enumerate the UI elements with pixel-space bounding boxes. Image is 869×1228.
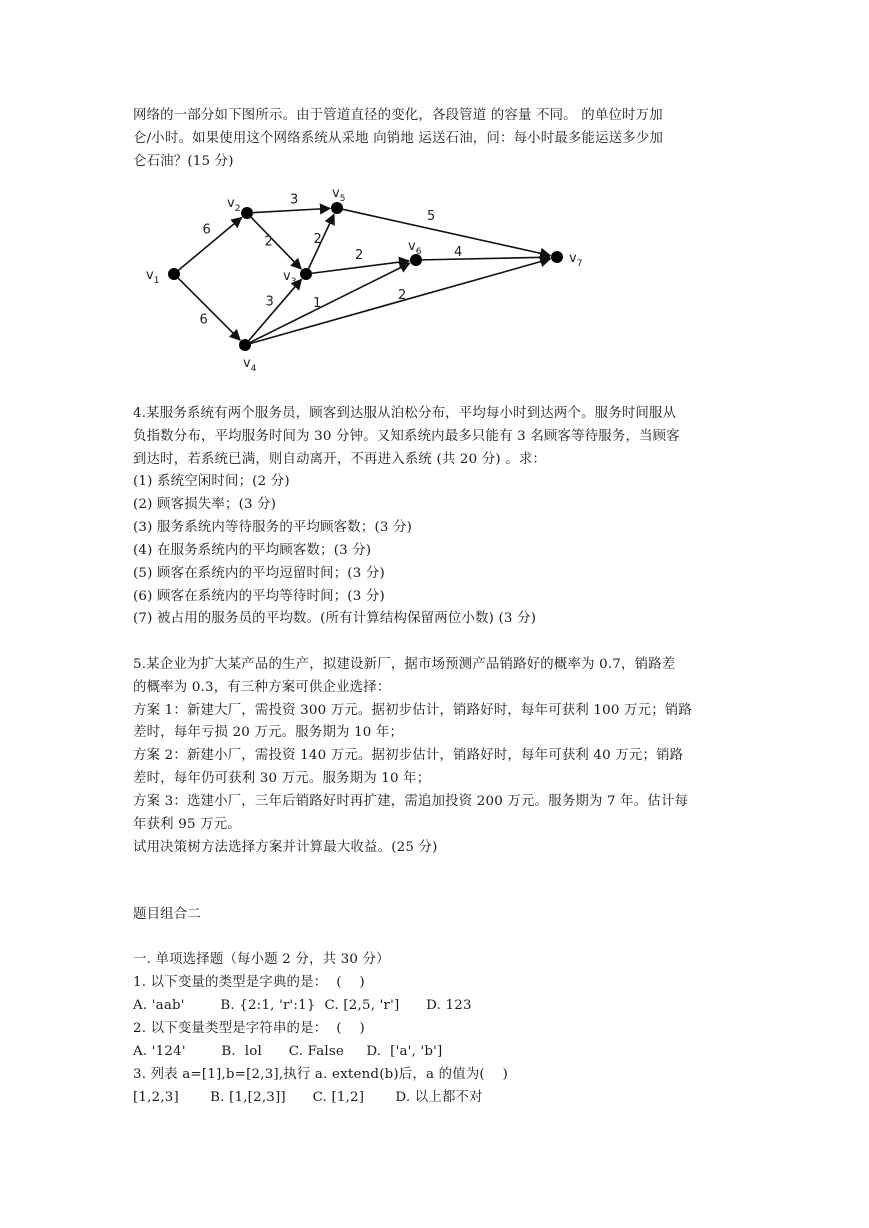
q5-line-4: 差时，每年亏损 20 万元。服务期为 10 年；	[133, 725, 404, 740]
section-title: 题目组合二	[133, 907, 201, 922]
q5-line-7: 方案 3：选建小厂，三年后销路好时再扩建，需追加投资 200 万元。服务期为 7 年。估计每	[133, 794, 689, 809]
q4-item-4: (4) 在服务系统内的平均顾客数；(3 分)	[133, 543, 372, 558]
q5-line-3: 方案 1：新建大厂，需投资 300 万元。据初步估计，销路好时，每年可获利 100 万元；销路	[133, 703, 692, 718]
edge-v1-v4	[178, 278, 240, 340]
q3-line-1: 网络的一部分如下图所示。由于管道直径的变化，各段管道 的容量 不同。 的单位时万加	[133, 108, 663, 123]
q5-line-6: 差时，每年仍可获利 30 万元。服务期为 10 年；	[133, 771, 431, 786]
edge-v5-v7	[343, 209, 550, 255]
node-label-v1: $v_1$	[146, 268, 160, 286]
mcq-2-question: 2. 以下变量类型是字符串的是： ( )	[133, 1021, 365, 1036]
q5-line-5: 方案 2：新建小厂，需投资 140 万元。据初步估计，销路好时，每年可获利 40 万元；销路	[133, 748, 684, 763]
q4-line-2: 负指数分布，平均服务时间为 30 分钟。又知系统内最多只能有 3 名顾客等待服务，当顾客	[133, 429, 680, 444]
edge-capacity-v4-v6: 1	[313, 296, 322, 311]
mcq-1-question: 1. 以下变量的类型是字典的是： ( )	[133, 975, 365, 990]
edge-capacity-v3-v6: 2	[355, 248, 364, 263]
q4-item-3: (3) 服务系统内等待服务的平均顾客数；(3 分)	[133, 520, 413, 535]
q4-item-6: (6) 顾客在系统内的平均等待时间；(3 分)	[133, 589, 385, 604]
node-label-v7: $v_7$	[569, 251, 583, 269]
q5-line-8: 年获利 95 万元。	[133, 817, 241, 832]
q4-line-3: 到达时，若系统已满，则自动离开，不再进入系统 (共 20 分) 。求：	[133, 452, 547, 467]
node-v2	[241, 207, 253, 219]
q4-line-1: 4.某服务系统有两个服务员，顾客到达服从泊松分布，平均每小时到达两个。服务时间服从	[133, 406, 677, 421]
edge-capacity-v5-v7: 5	[427, 209, 436, 224]
mcq-2-options: A. '124' B. lol C. False D. ['a', 'b']	[133, 1044, 443, 1059]
network-flow-diagram	[138, 183, 598, 374]
edge-capacity-v6-v7: 4	[454, 245, 463, 260]
edge-capacity-v4-v3: 3	[265, 294, 274, 310]
edge-capacity-v2-v5: 3	[290, 192, 299, 208]
edge-v4-v6	[250, 263, 409, 342]
mcq-1-options: A. 'aab' B. {2:1, 'r':1} C. [2,5, 'r'] D. 123	[133, 998, 472, 1013]
edge-capacity-v1-v2: 6	[202, 222, 211, 238]
q3-line-2: 仑/小时。如果使用这个网络系统从采地 向销地 运送石油，问：每小时最多能运送多少加	[133, 131, 664, 146]
edge-v2-v5	[253, 208, 330, 212]
node-v7	[551, 251, 563, 263]
node-label-v6: $v_6$	[408, 239, 422, 257]
q3-line-3: 仑石油？(15 分)	[133, 154, 234, 169]
q5-line-2: 的概率为 0.3，有三种方案可供企业选择：	[133, 680, 391, 695]
q4-item-2: (2) 顾客损失率；(3 分)	[133, 497, 277, 512]
q4-item-5: (5) 顾客在系统内的平均逗留时间；(3 分)	[133, 566, 385, 581]
node-v3	[300, 268, 312, 280]
edge-v6-v7	[422, 257, 550, 260]
part1-heading: 一. 单项选择题（每小题 2 分，共 30 分）	[133, 952, 390, 967]
edge-capacity-v3-v5: 2	[313, 232, 322, 247]
node-v1	[168, 268, 180, 280]
node-label-v4: $v_4$	[243, 356, 257, 374]
q4-item-1: (1) 系统空闲时间；(2 分)	[133, 474, 290, 489]
mcq-3-options: [1,2,3] B. [1,[2,3]] C. [1,2] D. 以上都不对	[133, 1090, 483, 1105]
node-v4	[239, 339, 251, 351]
edge-v2-v3	[251, 217, 301, 269]
edge-capacity-v4-v7: 2	[398, 288, 407, 303]
q5-line-1: 5.某企业为扩大某产品的生产，拟建设新厂，据市场预测产品销路好的概率为 0.7，销路差	[133, 657, 676, 672]
edge-capacity-v1-v4: 6	[199, 312, 208, 328]
node-label-v3: $v_3$	[283, 269, 297, 287]
node-label-v5: $v_5$	[332, 186, 346, 204]
edge-capacity-v2-v3: 2	[264, 234, 273, 250]
q4-item-7: (7) 被占用的服务员的平均数。(所有计算结构保留两位小数) (3 分)	[133, 611, 537, 626]
q5-line-9: 试用决策树方法选择方案并计算最大收益。(25 分)	[133, 840, 438, 855]
mcq-3-question: 3. 列表 a=[1],b=[2,3],执行 a. extend(b)后，a 的值为( )	[133, 1067, 509, 1082]
node-label-v2: $v_2$	[227, 196, 241, 214]
